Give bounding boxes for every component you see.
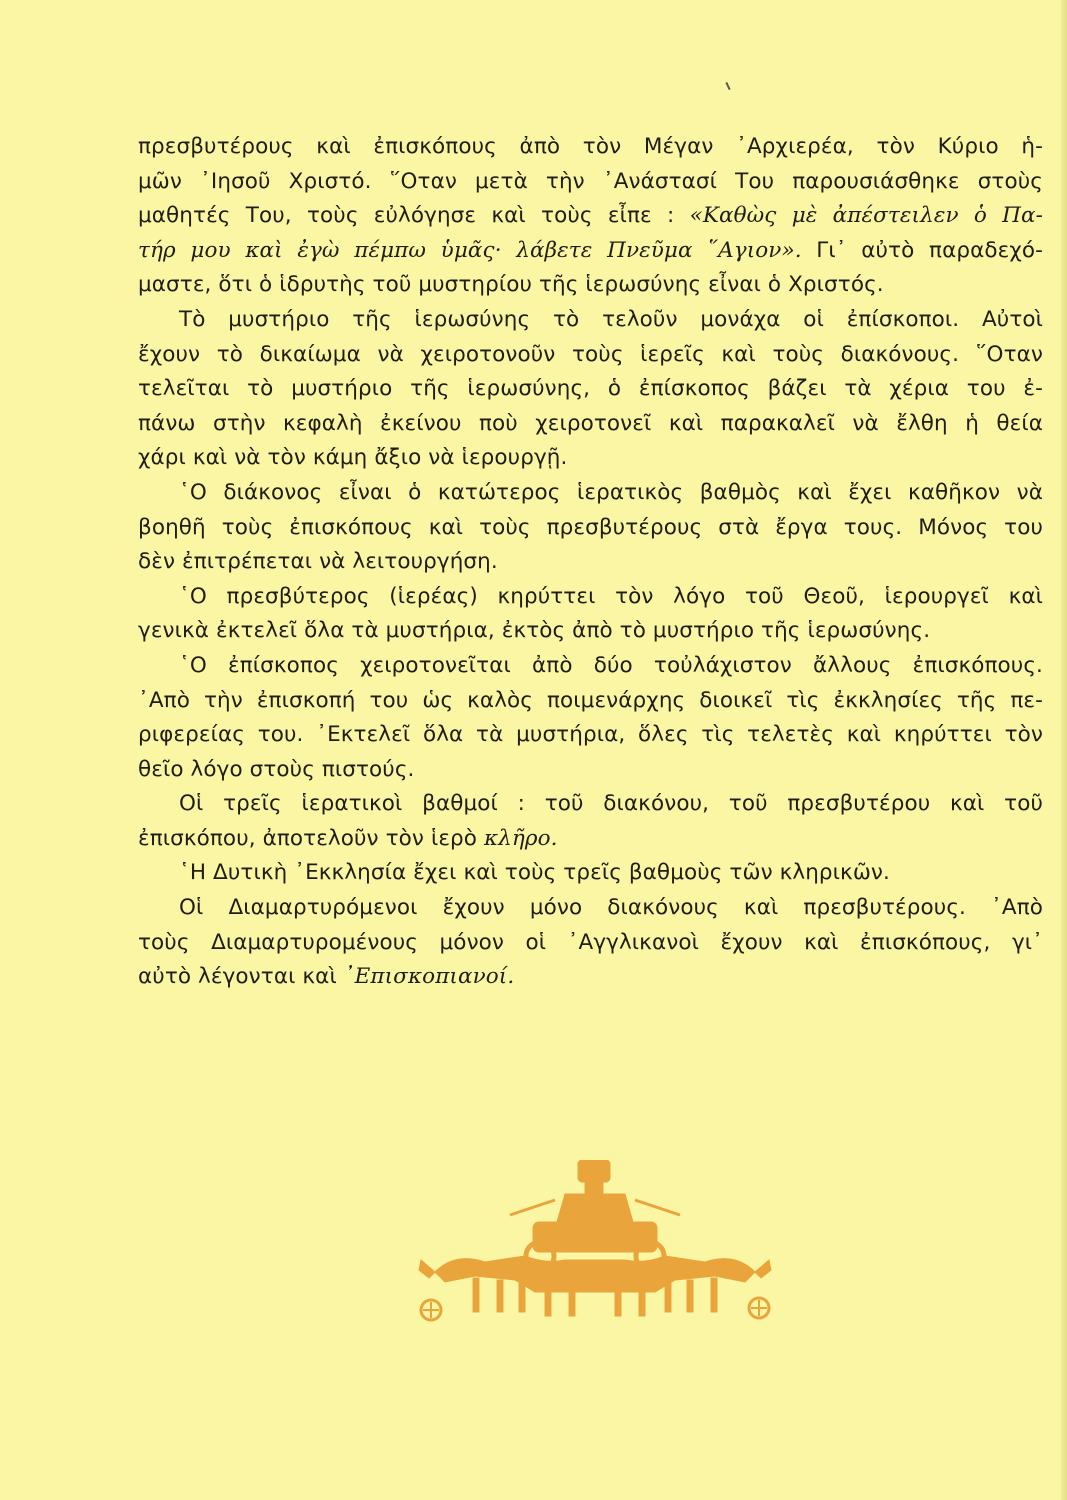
text-line [138, 407, 1043, 442]
text-line [138, 476, 1043, 511]
text-segment: μῶν ᾿Ιησοῦ Χριστό. ῞Οταν μετὰ τὴν ᾿Ανάστασί Του παρουσιάσθηκε στοὺς [138, 168, 1043, 194]
text-segment: χάρι καὶ νὰ τὸν κάμη ἄξιο νὰ ἱερουργῇ. [138, 445, 568, 471]
text-line [138, 441, 1043, 476]
text-segment: ῾Ο διάκονος εἶναι ὁ κατώτερος ἱερατικὸς βαθμὸς καὶ ἔχει καθῆκον νὰ [179, 479, 1043, 505]
text-line [138, 130, 1043, 165]
text-line [138, 926, 1043, 961]
text-line [138, 684, 1043, 719]
text-segment: αὐτὸ λέγονται καὶ [138, 964, 344, 990]
text-line [138, 545, 1043, 580]
text-segment: πάνω στὴν κεφαλὴ ἐκείνου ποὺ χειροτονεῖ καὶ παρακαλεῖ νὰ ἔλθη ἡ θεία [138, 410, 1043, 436]
text-segment: Τὸ μυστήριο τῆς ἱερωσύνης τὸ τελοῦν μονάχα οἱ ἐπίσκοποι. Αὐτοὶ [179, 306, 1043, 332]
text-line [138, 614, 1043, 649]
text-segment: θεῖο λόγο στοὺς πιστούς. [138, 756, 415, 782]
text-segment: βοηθῆ τοὺς ἐπισκόπους καὶ τοὺς πρεσβυτέρους στὰ ἔργα τους. Μόνος του [138, 514, 1043, 540]
text-segment: ᾿Απὸ τὴν ἐπισκοπή του ὡς καλὸς ποιμενάρχης διοικεῖ τὶς ἐκκλησίες τῆς πε- [138, 687, 1043, 713]
text-line [138, 753, 1043, 788]
text-line [138, 718, 1043, 753]
text-segment: Οἱ τρεῖς ἱερατικοὶ βαθμοί : τοῦ διακόνου, τοῦ πρεσβυτέρου καὶ τοῦ [179, 791, 1043, 817]
text-segment: πρεσβυτέρους καὶ ἐπισκόπους ἀπὸ τὸν Μέγαν ᾿Αρχιερέα, τὸν Κύριο ἡ- [138, 134, 1043, 159]
italic-text: «Καθὼς μὲ ἀπέστειλεν ὁ Πα- [689, 203, 1044, 229]
text-segment: μαθητές Του, τοὺς εὐλόγησε καὶ τοὺς εἶπε : [138, 203, 690, 229]
text-line [138, 338, 1043, 373]
text-segment: ριφερείας του. ᾿Εκτελεῖ ὅλα τὰ μυστήρια, ὅλες τὶς τελετὲς καὶ κηρύττει τὸν [138, 722, 1043, 748]
text-segment: Οἱ Διαμαρτυρόμενοι ἔχουν μόνο διακόνους καὶ πρεσβυτέρους. ᾿Απὸ [179, 895, 1043, 921]
text-line [138, 649, 1043, 684]
text-segment: μαστε, ὅτι ὁ ἱδρυτὴς τοῦ μυστηρίου τῆς ἱερωσύνης εἶναι ὁ Χριστός. [138, 272, 884, 298]
text-segment: ῾Ο πρεσβύτερος (ἱερέας) κηρύττει τὸν λόγο τοῦ Θεοῦ, ἱερουργεῖ καὶ [179, 583, 1043, 609]
text-segment: τοὺς Διαμαρτυρομένους μόνον οἱ ᾿Αγγλικανοὶ ἔχουν καὶ ἐπισκόπους, γι᾿ [138, 929, 1043, 955]
italic-text: κλῆρο. [483, 825, 558, 851]
text-segment: γενικὰ ἐκτελεῖ ὅλα τὰ μυστήρια, ἐκτὸς ἀπὸ τὸ μυστήριο τῆς ἱερωσύνης. [138, 618, 931, 644]
text-segment: ῾Ο ἐπίσκοπος χειροτονεῖται ἀπὸ δύο τοὐλάχιστον ἄλλους ἐπισκόπους. [179, 652, 1043, 678]
text-line [138, 303, 1043, 338]
text-line [138, 268, 1043, 303]
text-line [138, 234, 1043, 269]
text-line [138, 165, 1043, 200]
text-line [138, 960, 1043, 995]
page-edge [1061, 0, 1067, 1500]
text-line [138, 199, 1043, 234]
text-line [138, 511, 1043, 546]
text-segment: ἐπισκόπου, ἀποτελοῦν τὸν ἱερὸ [138, 825, 484, 851]
text-segment: τελεῖται τὸ μυστήριο τῆς ἱερωσύνης, ὁ ἐπίσκοπος βάζει τὰ χέρια του ἐ- [138, 376, 1043, 402]
text-line [138, 891, 1043, 926]
body-text [138, 130, 1043, 995]
text-segment: ἔχουν τὸ δικαίωμα νὰ χειροτονοῦν τοὺς ἱερεῖς καὶ τοὺς διακόνους. ῞Οταν [138, 341, 1043, 367]
text-line [138, 856, 1043, 891]
text-segment: ῾Η Δυτικὴ ᾿Εκκλησία ἔχει καὶ τοὺς τρεῖς βαθμοὺς τῶν κληρικῶν. [179, 860, 890, 886]
italic-text: τήρ μου καὶ ἐγὼ πέμπω ὑμᾶς· λάβετε Πνεῦμα ῞Αγιον». [138, 237, 802, 263]
text-segment: δὲν ἐπιτρέπεται νὰ λειτουργήση. [138, 549, 498, 575]
text-line [138, 372, 1043, 407]
italic-text: ᾿Επισκοπιανοί. [343, 964, 515, 990]
text-segment: Γι᾿ αὐτὸ παραδεχό- [801, 237, 1043, 263]
print-mark [725, 82, 730, 90]
text-line [138, 787, 1043, 822]
text-line [138, 580, 1043, 615]
text-line [138, 822, 1043, 857]
chariot-ornament-icon [415, 1160, 775, 1325]
